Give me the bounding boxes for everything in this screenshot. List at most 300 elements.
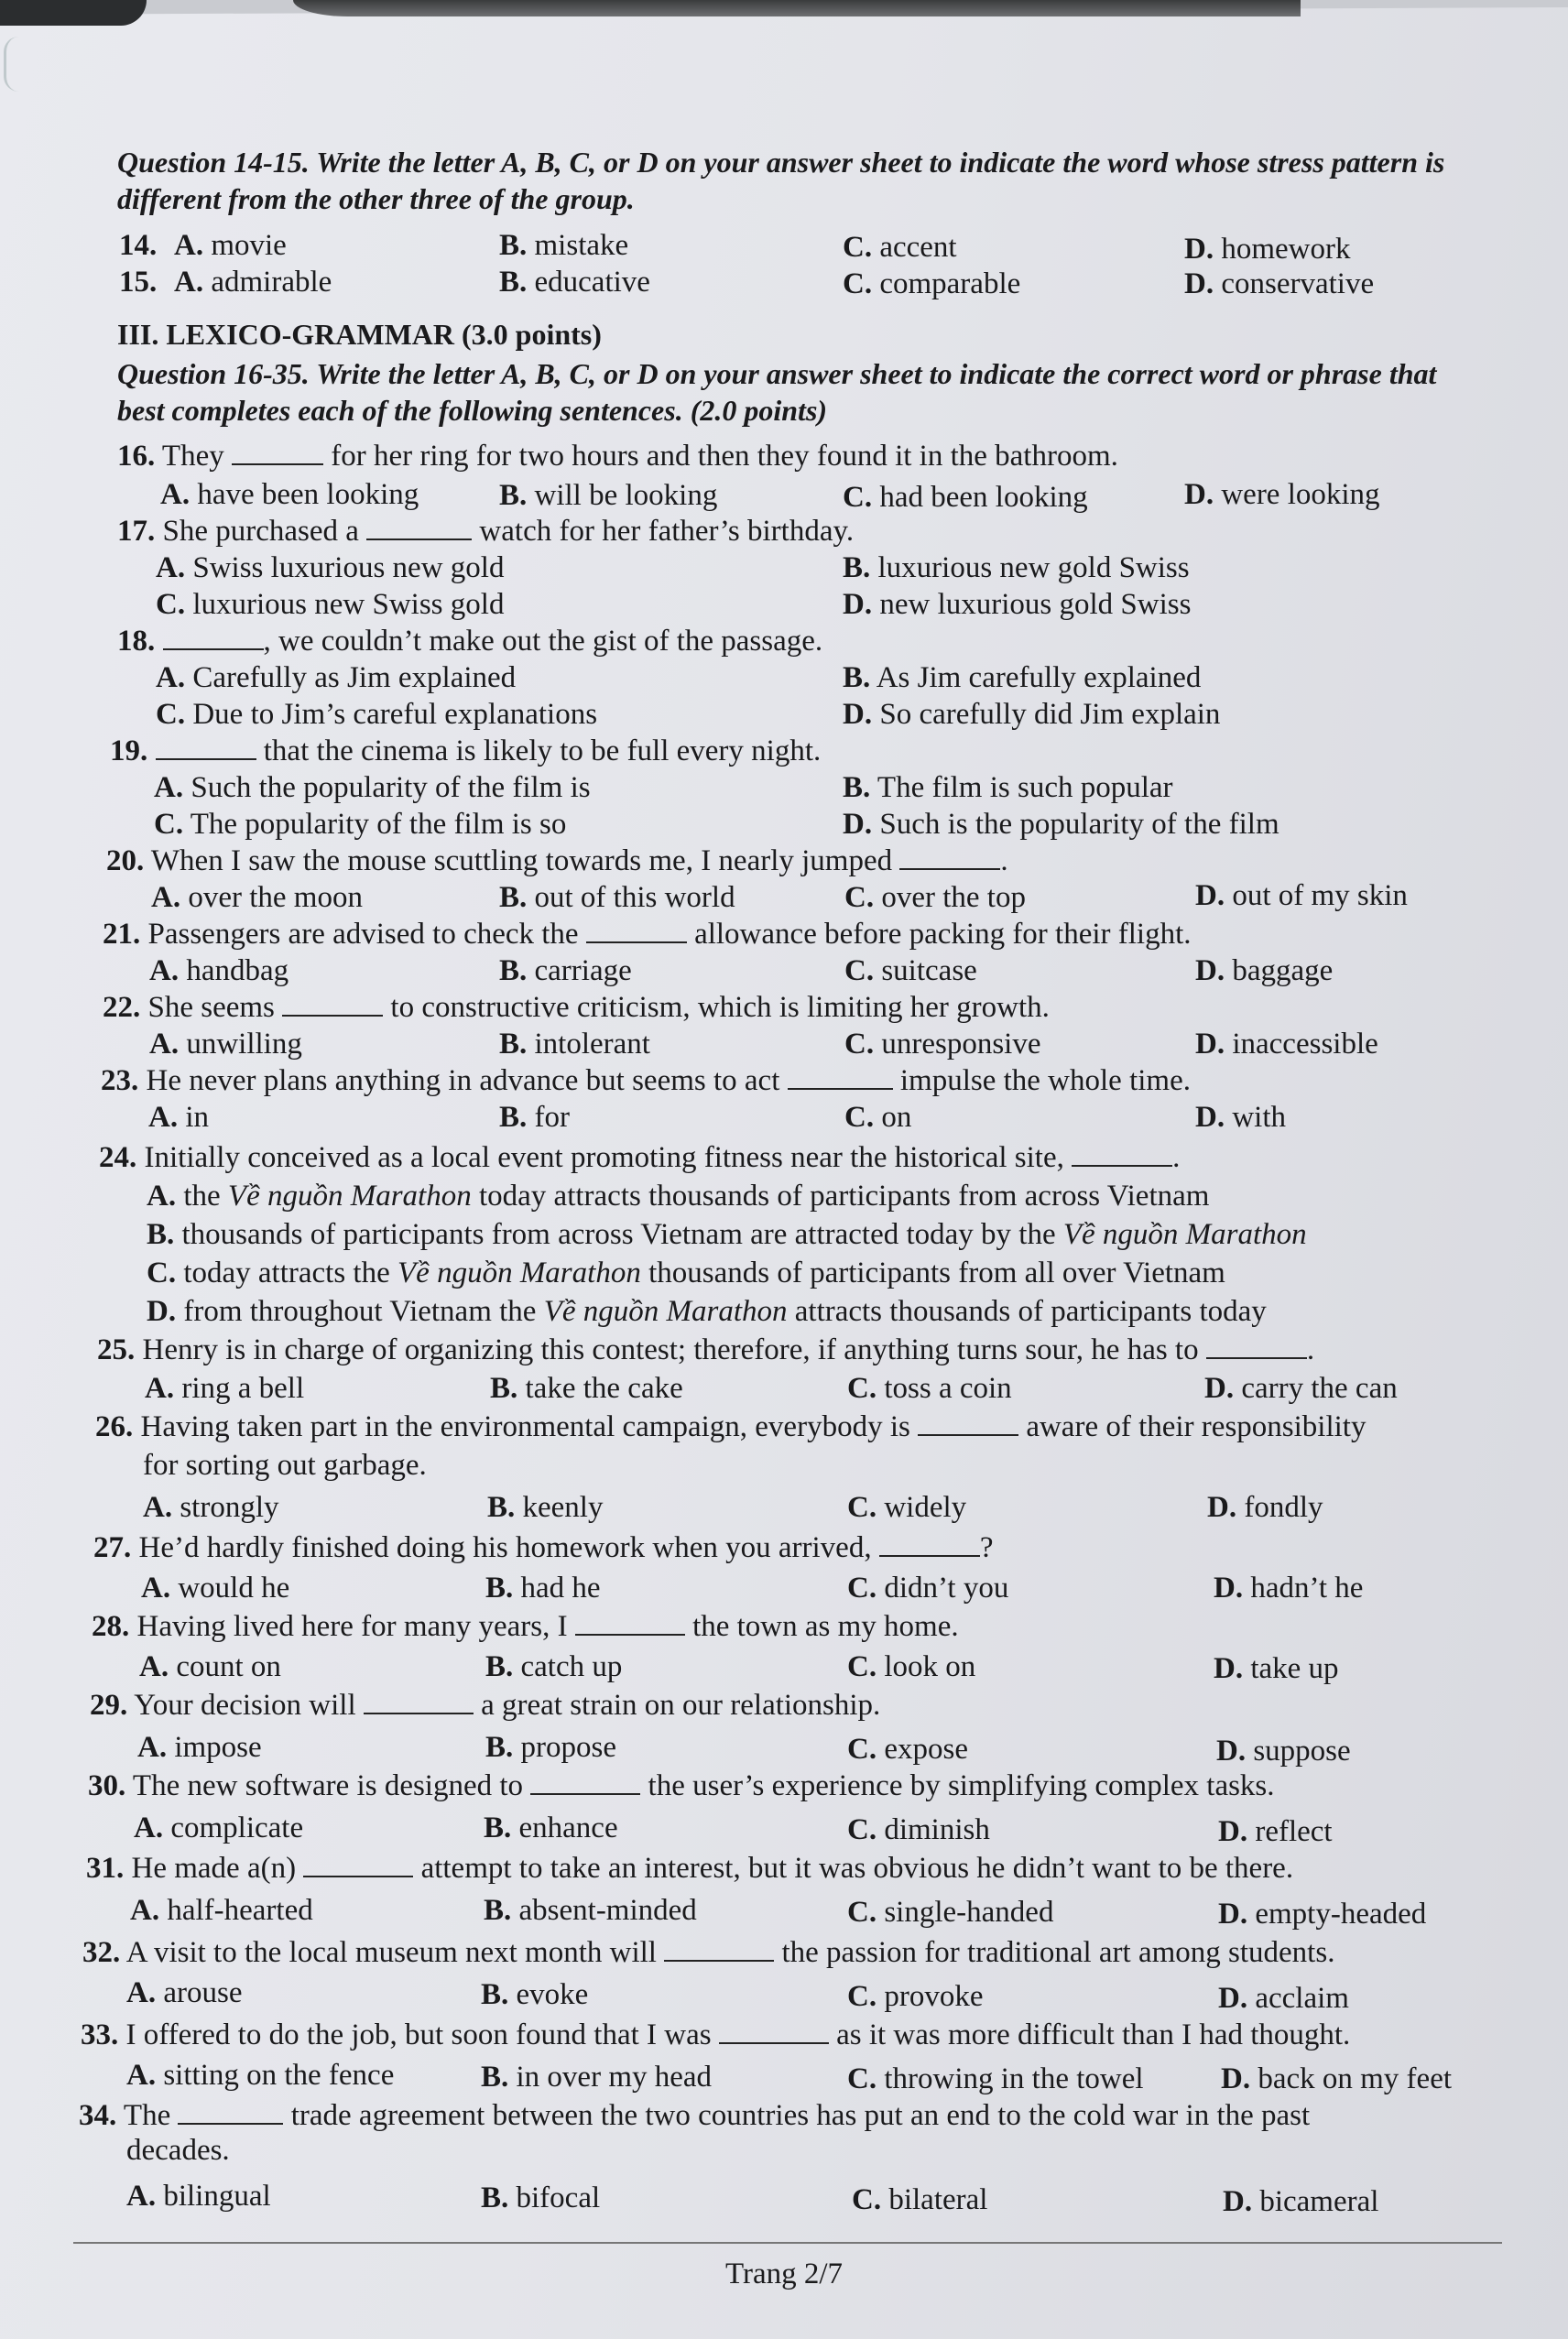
option-letter: C. bbox=[844, 1028, 875, 1061]
option-a[interactable] bbox=[174, 227, 287, 264]
option-a[interactable] bbox=[130, 1892, 313, 1929]
option-letter: A. bbox=[147, 1180, 177, 1213]
option-text: mistake bbox=[534, 229, 629, 262]
option-text: sitting on the fence bbox=[163, 2059, 395, 2092]
answer-blank[interactable] bbox=[918, 1409, 1018, 1436]
question-text-after: the passion for traditional art among students. bbox=[781, 1936, 1335, 1969]
option-letter: D. bbox=[1195, 1028, 1225, 1061]
option-c[interactable] bbox=[844, 1026, 1040, 1062]
question-text-after: to constructive criticism, which is limiting her growth. bbox=[390, 991, 1050, 1024]
answer-blank[interactable] bbox=[664, 1934, 774, 1962]
question-34 bbox=[79, 2097, 1310, 2134]
option-d[interactable] bbox=[1195, 877, 1408, 914]
question-text-after: as it was more difficult than I had thought. bbox=[836, 2018, 1351, 2051]
option-letter: C. bbox=[844, 954, 875, 987]
question-text-before: Henry is in charge of organizing this contest; therefore, if anything turns sour, he has to bbox=[142, 1333, 1199, 1366]
question-number: 29. bbox=[90, 1689, 128, 1722]
footer-rule bbox=[73, 2242, 1502, 2244]
option-text: luxurious new Swiss gold bbox=[192, 588, 505, 621]
option-b[interactable] bbox=[499, 879, 735, 916]
option-text: unresponsive bbox=[881, 1028, 1041, 1061]
option-a[interactable] bbox=[149, 952, 289, 989]
option-text: As Jim carefully explained bbox=[876, 661, 1202, 694]
option-letter: D. bbox=[1218, 1898, 1248, 1931]
option-a[interactable] bbox=[154, 769, 591, 806]
question-number: 27. bbox=[93, 1531, 132, 1564]
option-a[interactable] bbox=[160, 476, 419, 513]
option-text: evoke bbox=[516, 1978, 589, 2011]
question-number: 28. bbox=[92, 1610, 130, 1643]
option-text: catch up bbox=[520, 1650, 623, 1683]
option-letter: D. bbox=[1218, 1982, 1248, 2015]
option-letter: B. bbox=[499, 229, 528, 262]
question-number: 26. bbox=[95, 1410, 134, 1443]
option-letter: A. bbox=[156, 661, 186, 694]
question-33 bbox=[81, 2017, 1350, 2053]
question-text-after: aware of their responsibility bbox=[1026, 1410, 1367, 1443]
option-b[interactable] bbox=[481, 2059, 712, 2095]
option-text: comparable bbox=[879, 267, 1021, 300]
option-letter: D. bbox=[1207, 1491, 1237, 1524]
option-a[interactable] bbox=[139, 1648, 281, 1685]
option-c[interactable] bbox=[843, 229, 957, 266]
option-text: strongly bbox=[180, 1491, 279, 1524]
option-b[interactable] bbox=[499, 227, 628, 264]
option-a[interactable] bbox=[174, 264, 332, 300]
option-letter: C. bbox=[847, 1650, 877, 1683]
option-text: absent-minded bbox=[518, 1894, 697, 1927]
option-text: Due to Jim’s careful explanations bbox=[192, 698, 598, 731]
option-d[interactable] bbox=[1195, 1026, 1378, 1062]
option-letter: B. bbox=[499, 479, 528, 512]
option-d[interactable] bbox=[1216, 1733, 1351, 1769]
answer-blank[interactable] bbox=[586, 916, 687, 943]
option-text: the bbox=[183, 1180, 228, 1213]
option-text: luxurious new gold Swiss bbox=[877, 551, 1190, 584]
option-text-italic: Về nguồn Marathon bbox=[227, 1180, 472, 1213]
option-letter: D. bbox=[1184, 478, 1214, 511]
option-a[interactable] bbox=[156, 659, 516, 696]
option-letter: D. bbox=[1184, 267, 1214, 300]
option-text-italic: Về nguồn Marathon bbox=[1062, 1218, 1307, 1251]
question-text-after: . bbox=[1000, 844, 1008, 877]
option-a[interactable] bbox=[126, 2057, 394, 2094]
question-number: 34. bbox=[79, 2099, 117, 2132]
option-text: arouse bbox=[163, 1976, 243, 2009]
option-text: admirable bbox=[211, 266, 332, 299]
question-text-continued: decades. bbox=[126, 2134, 230, 2167]
option-letter: C. bbox=[843, 267, 873, 300]
option-text: complicate bbox=[170, 1811, 304, 1844]
question-text-continued: for sorting out garbage. bbox=[143, 1449, 427, 1482]
question-text-after: allowance before packing for their flight. bbox=[694, 918, 1192, 951]
option-letter: D. bbox=[843, 808, 873, 841]
option-text: The film is such popular bbox=[877, 771, 1173, 804]
question-18 bbox=[117, 623, 822, 659]
answer-blank[interactable] bbox=[156, 733, 256, 760]
option-letter: D. bbox=[1216, 1735, 1247, 1768]
option-letter: A. bbox=[139, 1650, 169, 1683]
option-d[interactable] bbox=[1221, 2061, 1452, 2097]
option-d[interactable] bbox=[1214, 1570, 1363, 1606]
option-text: suppose bbox=[1253, 1735, 1351, 1768]
option-a[interactable] bbox=[149, 1026, 302, 1062]
question-number: 24. bbox=[99, 1141, 137, 1174]
option-letter: B. bbox=[499, 1028, 528, 1061]
option-letter: B. bbox=[481, 2181, 509, 2214]
option-letter: B. bbox=[499, 1101, 528, 1134]
option-d[interactable] bbox=[1218, 1896, 1426, 1932]
question-text-after: that the cinema is likely to be full every night. bbox=[263, 734, 822, 767]
option-text: thousands of participants from across Vietnam are attracted today by the bbox=[181, 1218, 1063, 1251]
option-text: conservative bbox=[1221, 267, 1375, 300]
option-c[interactable] bbox=[847, 2061, 1144, 2097]
option-letter: B. bbox=[484, 1811, 512, 1844]
option-letter: A. bbox=[174, 266, 204, 299]
question-16 bbox=[117, 438, 1118, 474]
question-21 bbox=[103, 916, 1192, 952]
answer-blank[interactable] bbox=[719, 2017, 829, 2044]
option-text: reflect bbox=[1255, 1815, 1333, 1848]
answer-blank[interactable] bbox=[899, 843, 1000, 870]
option-text: out of my skin bbox=[1232, 879, 1408, 912]
option-b[interactable] bbox=[490, 1370, 683, 1407]
option-letter: C. bbox=[154, 808, 184, 841]
question-24 bbox=[99, 1139, 1180, 1176]
option-c[interactable] bbox=[843, 479, 1088, 516]
question-number: 18. bbox=[117, 625, 156, 658]
option-letter: C. bbox=[843, 231, 873, 264]
option-letter: A. bbox=[126, 2180, 157, 2213]
option-b[interactable] bbox=[843, 769, 1173, 806]
option-a[interactable] bbox=[156, 549, 504, 586]
question-text-before: They bbox=[161, 440, 224, 473]
option-c[interactable] bbox=[843, 266, 1020, 302]
question-17 bbox=[117, 513, 854, 549]
option-d[interactable] bbox=[1184, 476, 1380, 513]
question-25 bbox=[97, 1332, 1314, 1368]
option-text: enhance bbox=[518, 1811, 618, 1844]
option-b[interactable] bbox=[485, 1729, 616, 1766]
option-b[interactable] bbox=[485, 1570, 601, 1606]
question-number: 32. bbox=[82, 1936, 121, 1969]
option-text: from throughout Vietnam the bbox=[183, 1295, 544, 1328]
option-text: single-handed bbox=[884, 1896, 1054, 1929]
answer-blank[interactable] bbox=[530, 1768, 640, 1795]
option-text: for bbox=[534, 1101, 570, 1134]
option-letter: D. bbox=[1223, 2185, 1253, 2218]
question-number: 15. bbox=[119, 266, 158, 299]
option-text: bilateral bbox=[888, 2183, 988, 2216]
option-letter: C. bbox=[852, 2183, 882, 2216]
option-text: bilingual bbox=[163, 2180, 271, 2213]
option-d[interactable] bbox=[1207, 1489, 1323, 1526]
option-d[interactable] bbox=[1218, 1813, 1333, 1850]
question-22 bbox=[103, 989, 1050, 1026]
option-a[interactable] bbox=[147, 1178, 1209, 1214]
option-text: propose bbox=[520, 1731, 616, 1764]
option-letter: D. bbox=[147, 1295, 177, 1328]
question-text-after: for her ring for two hours and then they found it in the bathroom. bbox=[331, 440, 1118, 473]
option-c[interactable] bbox=[847, 1648, 975, 1685]
option-letter: C. bbox=[844, 1101, 875, 1134]
option-c[interactable] bbox=[847, 1978, 983, 2015]
option-text: provoke bbox=[884, 1980, 984, 2013]
instruction-q14-15: Question 14-15. Write the letter A, B, C, or D on your answer sheet to indicate the word whose stress pattern is different from the other three of the group. bbox=[117, 146, 1445, 215]
option-d[interactable] bbox=[1214, 1650, 1339, 1687]
option-b[interactable] bbox=[484, 1892, 697, 1929]
option-d[interactable] bbox=[1195, 952, 1333, 989]
option-text: Swiss luxurious new gold bbox=[192, 551, 505, 584]
question-number: 20. bbox=[106, 844, 145, 877]
option-letter: B. bbox=[487, 1491, 516, 1524]
option-letter: A. bbox=[174, 229, 204, 262]
option-letter: C. bbox=[847, 1572, 877, 1605]
answer-blank[interactable] bbox=[575, 1608, 685, 1636]
option-b[interactable] bbox=[499, 264, 650, 300]
option-c[interactable] bbox=[844, 879, 1026, 916]
option-text: take the cake bbox=[525, 1372, 683, 1405]
answer-blank[interactable] bbox=[1206, 1332, 1307, 1359]
option-d[interactable] bbox=[1204, 1370, 1398, 1407]
question-15 bbox=[119, 264, 157, 300]
option-b[interactable] bbox=[481, 1976, 588, 2013]
question-19 bbox=[110, 733, 821, 769]
option-text: So carefully did Jim explain bbox=[879, 698, 1221, 731]
option-text: carriage bbox=[534, 954, 632, 987]
option-text: educative bbox=[534, 266, 650, 299]
option-c[interactable] bbox=[156, 586, 504, 623]
option-letter: B. bbox=[485, 1572, 514, 1605]
question-text-after: , we couldn’t make out the gist of the passage. bbox=[263, 625, 823, 658]
option-text: acclaim bbox=[1255, 1982, 1349, 2015]
answer-blank[interactable] bbox=[788, 1062, 893, 1090]
question-text-after: trade agreement between the two countries has put an end to the cold war in the past bbox=[290, 2099, 1311, 2132]
answer-blank[interactable] bbox=[282, 989, 383, 1017]
option-letter: A. bbox=[137, 1731, 168, 1764]
option-text: toss a coin bbox=[884, 1372, 1012, 1405]
option-letter: D. bbox=[1204, 1372, 1235, 1405]
option-text: didn’t you bbox=[884, 1572, 1009, 1605]
option-a[interactable] bbox=[141, 1570, 289, 1606]
option-text: diminish bbox=[884, 1813, 990, 1846]
option-text: out of this world bbox=[534, 881, 735, 914]
option-text: thousands of participants from all over Vietnam bbox=[640, 1257, 1225, 1289]
question-number: 17. bbox=[117, 515, 156, 548]
option-c[interactable] bbox=[847, 1811, 990, 1848]
option-a[interactable] bbox=[126, 1975, 242, 2011]
question-text-after: a great strain on our relationship. bbox=[481, 1689, 881, 1722]
option-letter: C. bbox=[156, 698, 186, 731]
question-text-before: Your decision will bbox=[134, 1689, 356, 1722]
option-b[interactable] bbox=[843, 659, 1201, 696]
option-text: intolerant bbox=[534, 1028, 650, 1061]
section-title: III. LEXICO-GRAMMAR (3.0 points) bbox=[117, 318, 602, 351]
question-text-before: He never plans anything in advance but seems to act bbox=[146, 1064, 780, 1097]
option-text: today attracts thousands of participants from across Vietnam bbox=[471, 1180, 1210, 1213]
option-b[interactable] bbox=[147, 1216, 1307, 1253]
option-c[interactable] bbox=[847, 1894, 1053, 1931]
question-text-before: He made a(n) bbox=[131, 1852, 297, 1885]
question-number: 31. bbox=[86, 1852, 125, 1885]
option-text: widely bbox=[884, 1491, 967, 1524]
option-text: over the moon bbox=[188, 881, 363, 914]
question-number: 22. bbox=[103, 991, 141, 1024]
option-text: Such is the popularity of the film bbox=[879, 808, 1279, 841]
question-text-after: impulse the whole time. bbox=[899, 1064, 1191, 1097]
option-letter: D. bbox=[843, 588, 873, 621]
question-23 bbox=[101, 1062, 1191, 1099]
option-d[interactable] bbox=[1218, 1980, 1349, 2017]
question-text-after: the town as my home. bbox=[692, 1610, 959, 1643]
option-text: expose bbox=[884, 1733, 968, 1766]
option-b[interactable] bbox=[487, 1489, 603, 1526]
question-30 bbox=[88, 1768, 1275, 1804]
option-d[interactable] bbox=[1184, 231, 1350, 267]
option-a[interactable] bbox=[126, 2178, 271, 2214]
option-a[interactable] bbox=[148, 1099, 209, 1136]
option-b[interactable] bbox=[499, 477, 717, 514]
option-a[interactable] bbox=[137, 1729, 262, 1766]
option-c[interactable] bbox=[844, 1099, 911, 1136]
option-b[interactable] bbox=[843, 549, 1190, 586]
option-letter: A. bbox=[143, 1491, 173, 1524]
question-continuation bbox=[126, 2132, 230, 2169]
option-letter: B. bbox=[499, 881, 528, 914]
option-b[interactable] bbox=[485, 1648, 622, 1685]
question-number: 19. bbox=[110, 734, 148, 767]
option-c[interactable] bbox=[847, 1731, 968, 1768]
question-text-before: A visit to the local museum next month will bbox=[125, 1936, 657, 1969]
option-a[interactable] bbox=[151, 879, 363, 916]
option-a[interactable] bbox=[145, 1370, 304, 1407]
option-c[interactable] bbox=[852, 2181, 987, 2218]
option-c[interactable] bbox=[156, 696, 597, 733]
option-text: empty-headed bbox=[1255, 1898, 1427, 1931]
option-letter: A. bbox=[156, 551, 186, 584]
answer-blank[interactable] bbox=[879, 1529, 980, 1557]
option-letter: D. bbox=[1214, 1652, 1244, 1685]
question-text-after: . bbox=[1306, 1333, 1315, 1366]
question-20 bbox=[106, 843, 1008, 879]
option-letter: C. bbox=[847, 1813, 877, 1846]
option-letter: A. bbox=[141, 1572, 171, 1605]
option-a[interactable] bbox=[143, 1489, 279, 1526]
option-text: suitcase bbox=[881, 954, 977, 987]
option-letter: D. bbox=[1195, 879, 1225, 912]
option-text: The popularity of the film is so bbox=[190, 808, 567, 841]
question-27 bbox=[93, 1529, 993, 1566]
option-text: today attracts the bbox=[183, 1257, 398, 1289]
option-text: in bbox=[185, 1101, 210, 1134]
option-c[interactable] bbox=[844, 952, 977, 989]
option-b[interactable] bbox=[481, 2180, 600, 2216]
option-text: throwing in the towel bbox=[884, 2062, 1144, 2095]
answer-blank[interactable] bbox=[366, 513, 472, 540]
question-text-before: I offered to do the job, but soon found that I was bbox=[125, 2018, 712, 2051]
answer-blank[interactable] bbox=[303, 1850, 413, 1877]
answer-blank[interactable] bbox=[163, 623, 264, 650]
option-text: homework bbox=[1221, 233, 1351, 266]
option-text: unwilling bbox=[186, 1028, 302, 1061]
option-c[interactable] bbox=[847, 1489, 966, 1526]
option-b[interactable] bbox=[484, 1810, 618, 1846]
option-text: fondly bbox=[1244, 1491, 1323, 1524]
option-letter: C. bbox=[847, 1372, 877, 1405]
option-d[interactable] bbox=[843, 696, 1220, 733]
option-text: new luxurious gold Swiss bbox=[879, 588, 1192, 621]
option-b[interactable] bbox=[499, 952, 632, 989]
option-letter: B. bbox=[484, 1894, 512, 1927]
option-d[interactable] bbox=[1184, 266, 1374, 302]
option-d[interactable] bbox=[1195, 1099, 1286, 1136]
option-text: bicameral bbox=[1259, 2185, 1379, 2218]
question-14 bbox=[119, 227, 157, 264]
option-c[interactable] bbox=[147, 1255, 1225, 1291]
option-letter: B. bbox=[485, 1650, 514, 1683]
option-b[interactable] bbox=[499, 1026, 650, 1062]
option-letter: C. bbox=[844, 881, 875, 914]
option-letter: A. bbox=[126, 1976, 157, 2009]
option-letter: D. bbox=[1218, 1815, 1248, 1848]
question-26 bbox=[95, 1409, 1366, 1445]
option-letter: A. bbox=[134, 1811, 164, 1844]
question-31 bbox=[86, 1850, 1293, 1887]
question-number: 14. bbox=[119, 229, 158, 262]
option-text: on bbox=[881, 1101, 912, 1134]
option-letter: C. bbox=[847, 1491, 877, 1524]
option-text: over the top bbox=[881, 881, 1026, 914]
option-a[interactable] bbox=[134, 1810, 303, 1846]
option-text: will be looking bbox=[534, 479, 718, 512]
option-text: have been looking bbox=[197, 478, 419, 511]
option-c[interactable] bbox=[154, 806, 566, 843]
option-letter: C. bbox=[847, 2062, 877, 2095]
option-d[interactable] bbox=[843, 806, 1279, 843]
option-letter: A. bbox=[148, 1101, 179, 1134]
option-d[interactable] bbox=[843, 586, 1191, 623]
option-text: with bbox=[1232, 1101, 1287, 1134]
option-text: in over my head bbox=[516, 2061, 713, 2094]
option-letter: C. bbox=[147, 1257, 177, 1289]
question-number: 33. bbox=[81, 2018, 119, 2051]
question-text-after: attempt to take an interest, but it was obvious he didn’t want to be there. bbox=[420, 1852, 1294, 1885]
option-c[interactable] bbox=[847, 1570, 1008, 1606]
option-d[interactable] bbox=[147, 1293, 1267, 1330]
option-c[interactable] bbox=[847, 1370, 1012, 1407]
option-letter: A. bbox=[160, 478, 191, 511]
option-letter: D. bbox=[1195, 954, 1225, 987]
option-letter: B. bbox=[843, 661, 871, 694]
question-text-after: . bbox=[1172, 1141, 1181, 1174]
question-number: 23. bbox=[101, 1064, 139, 1097]
question-text-after: ? bbox=[979, 1531, 994, 1564]
answer-blank[interactable] bbox=[232, 438, 323, 465]
question-continuation bbox=[143, 1447, 427, 1484]
answer-blank[interactable] bbox=[364, 1687, 474, 1714]
question-text-before: Initially conceived as a local event promoting fitness near the historical site, bbox=[144, 1141, 1064, 1174]
option-letter: A. bbox=[154, 771, 184, 804]
answer-blank[interactable] bbox=[1072, 1139, 1172, 1167]
option-b[interactable] bbox=[499, 1099, 570, 1136]
answer-blank[interactable] bbox=[178, 2097, 283, 2125]
option-letter: A. bbox=[145, 1372, 175, 1405]
question-28 bbox=[92, 1608, 959, 1645]
question-text-before: Having lived here for many years, I bbox=[136, 1610, 568, 1643]
option-text: bifocal bbox=[516, 2181, 601, 2214]
option-d[interactable] bbox=[1223, 2183, 1378, 2220]
question-number: 30. bbox=[88, 1769, 126, 1802]
